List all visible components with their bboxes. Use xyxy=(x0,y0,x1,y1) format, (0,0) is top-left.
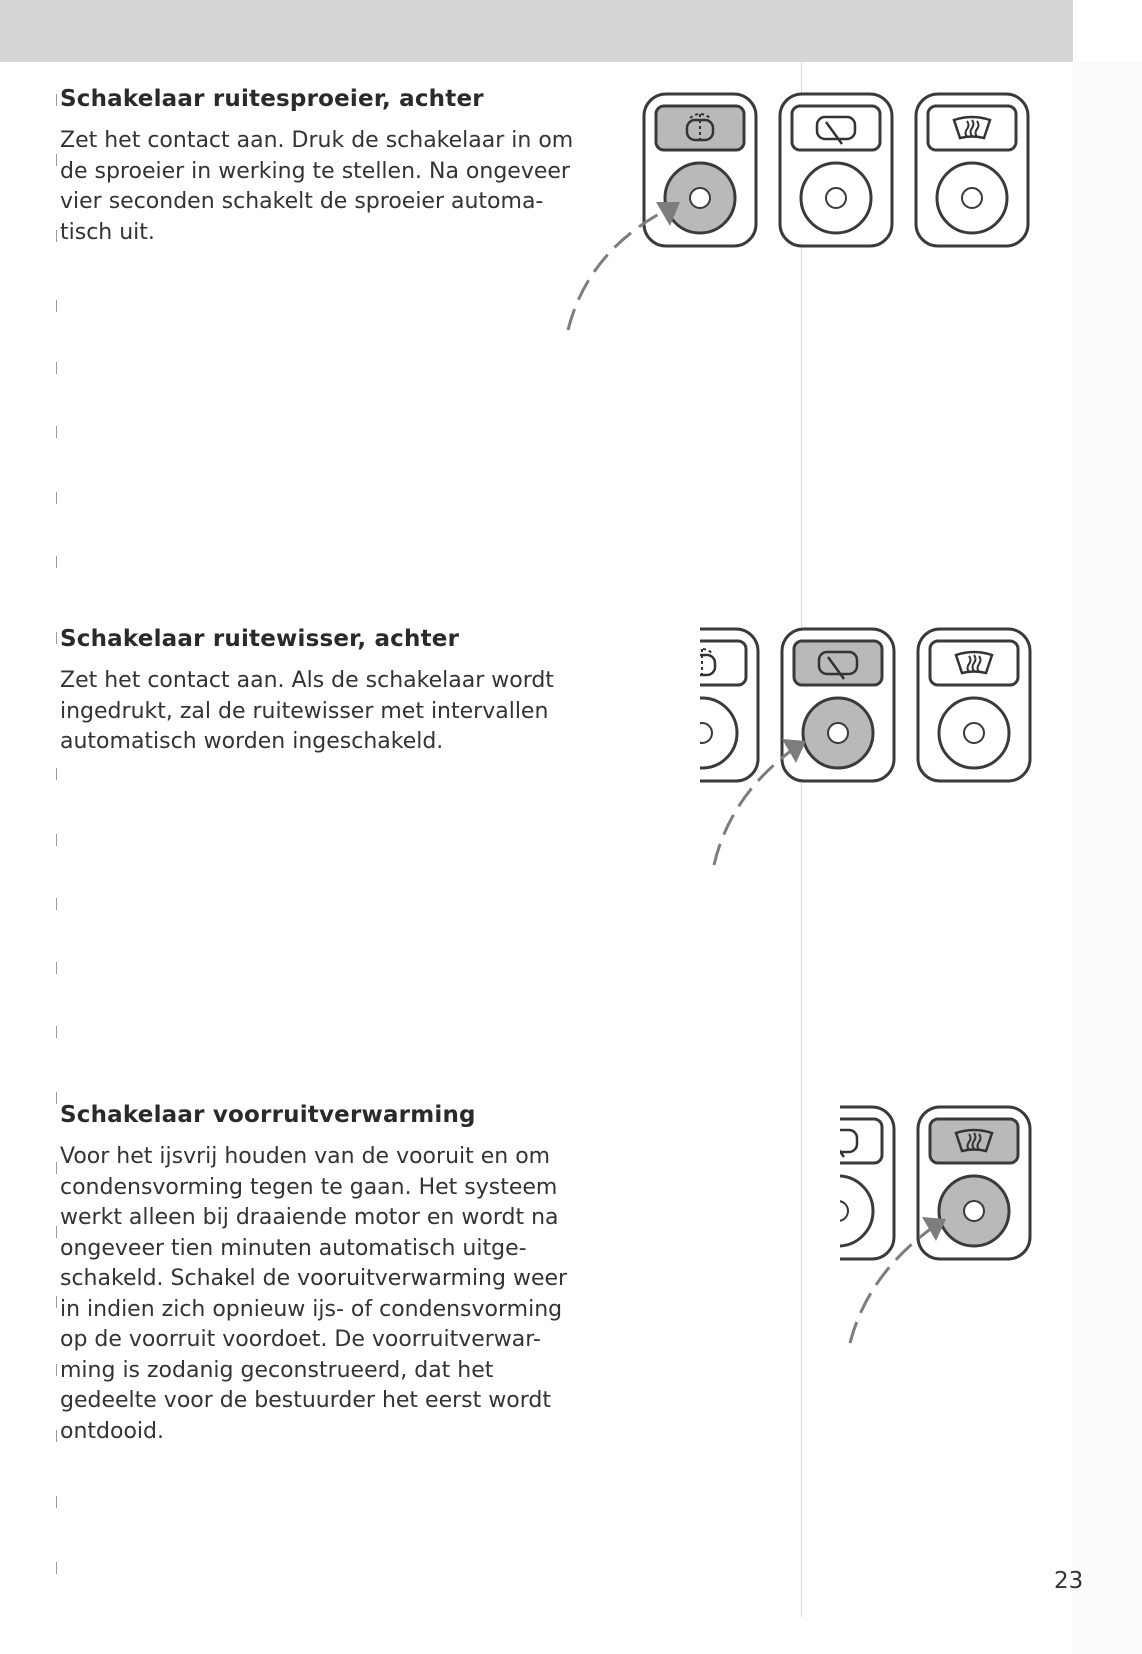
right-margin xyxy=(1073,62,1142,1654)
section-body: Zet het contact aan. Als de schakelaar wordt ingedrukt, zal de ruitewisser met intervallen automatisch worden ingeschakeld. xyxy=(60,668,554,754)
switch-rear-wiper xyxy=(840,1107,894,1259)
section-title: Schakelaar voorruitverwarming xyxy=(60,1102,476,1128)
section-body: Voor het ijsvrij houden van de vooruit en om condensvorming tegen te gaan. Het systeem werkt alleen bij draaiende motor en wordt na ongeveer tien minuten automatisch uitge- schakeld. Schakel de vooruitverwarming weer in indien zich opnieuw ijs- of condensvorming op de voorruit voordoet. De voorruitverwar- ming is zodanig geconstrueerd, dat het gedeelte voor de bestuurder het eerst wordt ontdooid. xyxy=(60,1144,568,1444)
switch-windscreen-heater xyxy=(916,94,1028,246)
header-bar xyxy=(0,0,1073,62)
section-body: Zet het contact aan. Druk de schakelaar in om de sproeier in werking te stellen. Na ongeveer vier seconden schakelt de sproeier automa- tisch uit. xyxy=(60,128,574,245)
switch-diagram-windscreen-heater xyxy=(840,1103,1040,1353)
switch-diagram-rear-wiper xyxy=(700,625,1040,875)
section-title: Schakelaar ruitesproeier, achter xyxy=(60,86,484,112)
section-rear-wiper xyxy=(60,626,580,758)
switch-rear-washer xyxy=(644,94,756,246)
section-rear-washer xyxy=(60,86,580,248)
switch-label-active xyxy=(794,641,882,685)
section-title: Schakelaar ruitewisser, achter xyxy=(60,626,460,652)
switch-diagram-rear-washer xyxy=(560,90,1040,340)
switch-rear-washer xyxy=(700,629,758,781)
switch-rear-wiper xyxy=(780,94,892,246)
page-number: 23 xyxy=(1054,1568,1084,1594)
switch-windscreen-heater xyxy=(918,629,1030,781)
section-windscreen-heater xyxy=(60,1102,580,1447)
switch-rear-wiper xyxy=(782,629,894,781)
